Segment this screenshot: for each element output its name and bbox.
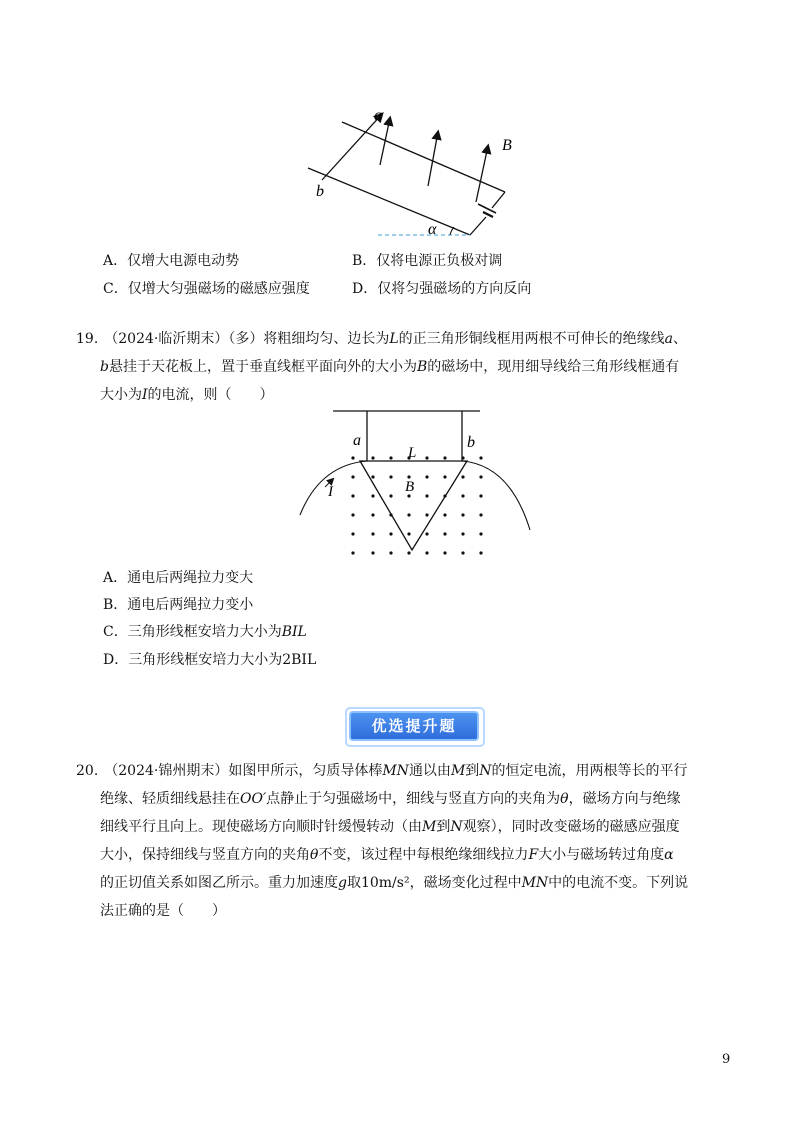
q19-number: 19. — [76, 331, 99, 347]
q18-option-a: A．仅增大电源电动势 — [103, 253, 240, 269]
banner-label: 优选提升题 — [349, 711, 479, 741]
label-B: B — [502, 137, 512, 154]
label-b: b — [316, 183, 324, 200]
q18-option-d: D．仅将匀强磁场的方向反向 — [352, 281, 532, 297]
label-B: B — [405, 479, 415, 495]
q19-option-b: B．通电后两绳拉力变小 — [103, 597, 254, 613]
q19-option-d: D．三角形线框安培力大小为2BIL — [103, 652, 317, 668]
figure-triangle-frame — [295, 405, 535, 565]
page-number: 9 — [722, 1052, 731, 1067]
label-I: I — [328, 484, 333, 500]
q19-option-c: C．三角形线框安培力大小为BIL — [103, 624, 307, 640]
label-L: L — [408, 445, 417, 461]
figure-inclined-rails — [300, 100, 530, 245]
label-alpha: α — [428, 221, 437, 238]
q20-number: 20. — [76, 763, 99, 779]
q18-option-c: C．仅增大匀强磁场的磁感应强度 — [103, 281, 310, 297]
q19-option-a: A．通电后两绳拉力变大 — [103, 570, 254, 586]
q18-option-b: B．仅将电源正负极对调 — [352, 253, 503, 269]
label-a: a — [374, 107, 382, 124]
label-a: a — [353, 432, 361, 449]
q19-stem: 19. （2024·临沂期末）（多）将粗细均匀、边长为L的正三角形铜线框用两根不可伸长的绝缘线a、 b悬挂于天花板上，置于垂直线框平面向外的大小为B的磁场中，现用细导线给三角形线框通有 大小为I的电流，则（ ） — [76, 331, 687, 403]
label-b: b — [467, 434, 475, 451]
section-banner — [345, 707, 485, 747]
q20-stem: 20. （2024·锦州期末）如图甲所示，匀质导体棒MN通以由M到N的恒定电流，用两根等长的平行 绝缘、轻质细线悬挂在OO′点静止于匀强磁场中，细线与竖直方向的夹角为θ，磁场方向与绝缘 细线平行且向上。现使磁场方向顺时针缓慢转动（由M到N观察），同时改变磁场的磁感应强度 大小，保持细线与竖直方向的夹角θ不变，该过程中每根绝缘细线拉力F大小与磁场转过角度α 的正切值关系如图乙所示。重力加速度g取10m/s²，磁场变化过程中MN中的电流不变。下列说 法正确的是（ ） — [76, 763, 689, 919]
